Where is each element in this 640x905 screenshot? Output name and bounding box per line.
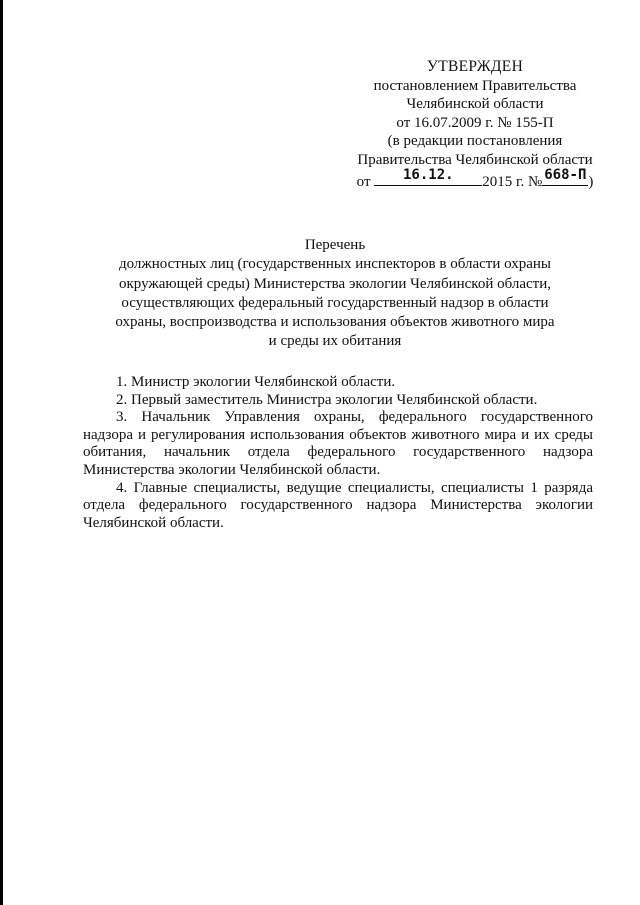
number-blank <box>542 166 588 186</box>
approval-line: от 16.07.2009 г. № 155-П <box>396 114 554 131</box>
approval-line: постановлением Правительства <box>373 77 577 94</box>
list-body <box>83 374 593 532</box>
date-prefix: от <box>356 173 371 190</box>
title-line: осуществляющих федеральный государственный надзор в области <box>121 294 549 311</box>
list-item: 2. Первый заместитель Министра экологии Челябинской области. <box>116 391 538 408</box>
approval-line: Челябинской области <box>406 96 544 113</box>
approval-date-line <box>350 166 600 192</box>
scan-edge <box>0 0 3 905</box>
date-blank <box>374 166 482 186</box>
list-item: 1. Министр экологии Челябинской области. <box>116 374 396 390</box>
title-line: окружающей среды) Министерства экологии Челябинской области, <box>118 275 551 292</box>
document-title <box>100 236 570 352</box>
handwritten-number: 668-П <box>544 166 587 183</box>
title-line: охраны, воспроизводства и использования объектов животного мира <box>115 314 555 331</box>
handwritten-date: 16.12. <box>402 166 454 183</box>
date-middle: 2015 г. № <box>482 173 543 190</box>
list-item: 4. Главные специалисты, ведущие специалисты, специалисты 1 разряда отдела федерального государственного надзора Министерства экологии Челябинской области. <box>83 479 593 531</box>
title-line: должностных лиц (государственных инспекторов в области охраны <box>118 256 552 273</box>
approval-stamp <box>350 58 600 191</box>
approval-line: Правительства Челябинской области <box>357 151 593 168</box>
approval-line: (в редакции постановления <box>387 133 563 150</box>
approval-heading: УТВЕРЖДЕН <box>426 58 524 75</box>
date-suffix: ) <box>588 173 594 190</box>
title-heading: Перечень <box>304 237 366 253</box>
title-line: и среды их обитания <box>268 333 402 350</box>
list-item: 3. Начальник Управления охраны, федерального государственного надзора и регулирования использования объектов животного мира и их среды обитания, начальник отдела федерального государственного надзора Министерства экологии Челябинской области. <box>83 409 593 478</box>
